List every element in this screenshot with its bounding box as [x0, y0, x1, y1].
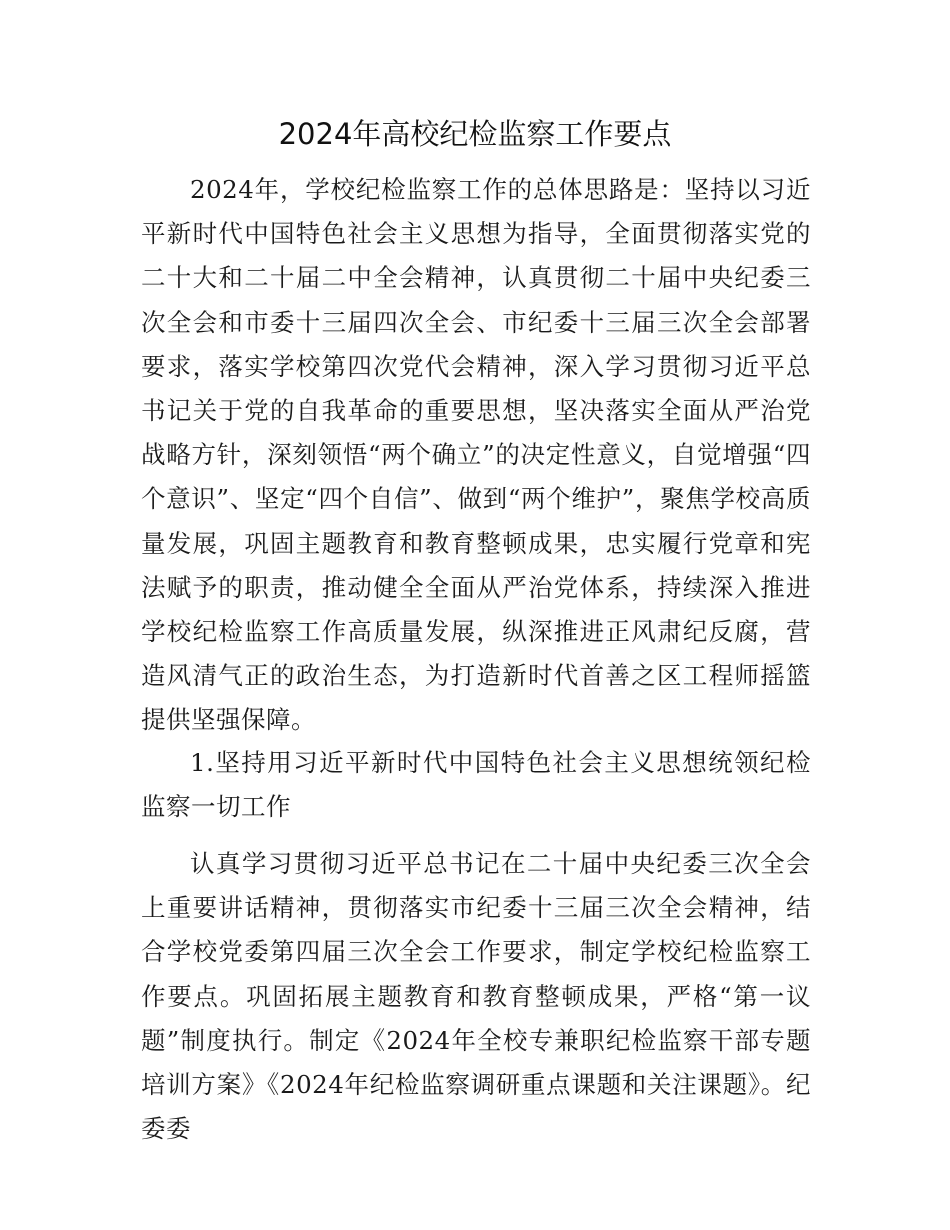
- section-heading-1: 1.坚持用习近平新时代中国特色社会主义思想统领纪检监察一切工作: [141, 748, 811, 822]
- intro-paragraph: 2024年，学校纪检监察工作的总体思路是：坚持以习近平新时代中国特色社会主义思想为指导，全面贯彻落实党的二十大和二十届二中全会精神，认真贯彻二十届中央纪委三次全会和市委十三届四次全会、市纪委十三届三次全会部署要求，落实学校第四次党代会精神，深入学习贯彻习近平总书记关于党的自我革命的重要思想，坚决落实全面从严治党战略方针，深刻领悟“两个确立”的决定性意义，自觉增强“四个意识”、坚定“四个自信”、做到“两个维护”，聚焦学校高质量发展，巩固主题教育和教育整顿成果，忠实履行党章和宪法赋予的职责，推动健全全面从严治党体系，持续深入推进学校纪检监察工作高质量发展，纵深推进正风肃纪反腐，营造风清气正的政治生态，为打造新时代首善之区工程师摇篮提供坚强保障。: [141, 175, 811, 735]
- section-1-paragraph: 认真学习贯彻习近平总书记在二十届中央纪委三次全会上重要讲话精神，贯彻落实市纪委十三届三次全会精神，结合学校党委第四届三次全会工作要求，制定学校纪检监察工作要点。巩固拓展主题教育和教育整顿成果，严格“第一议题”制度执行。制定《2024年全校专兼职纪检监察干部专题培训方案》《2024年纪检监察调研重点课题和关注课题》。纪委委: [141, 849, 811, 1144]
- document-title: 2024年高校纪检监察工作要点: [278, 117, 672, 151]
